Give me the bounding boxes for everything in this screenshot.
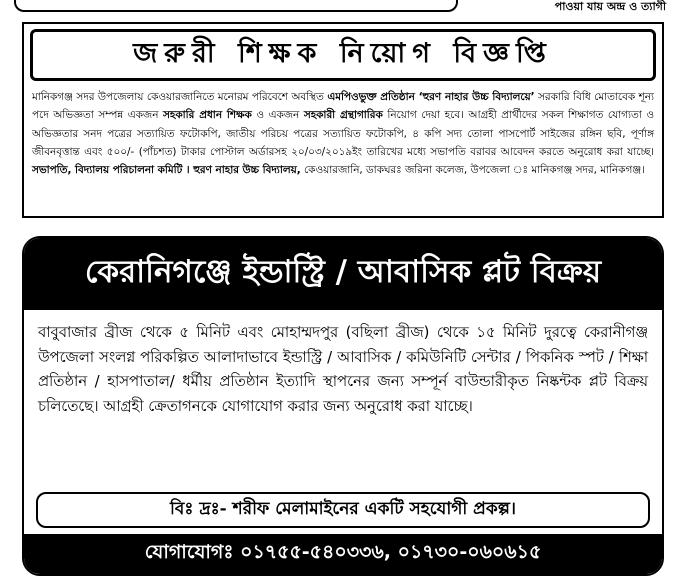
ad2-contact: যোগাযোগঃ ০১৭৫৫-৫৪০৩৩৬, ০১৭৩০-০৬০৬১৫ [144,541,542,563]
ad1-address: কেওয়ারজানি, ডাকঘরঃ জরিনা কলেজ, উপজেলা ঃ মানিকগঞ্জ সদর, মানিকগঞ্জ। [300,164,645,177]
ad2-note: বিঃ দ্রঃ- শরীফ মেলামাইনের একটি সহযোগী প্রকল্প। [170,499,516,519]
ad1-text-4: নিয়োগ দেয়া হবে। আগ্রহী প্রার্থীদের সকল শিক্ষাগত যোগ্যতা ও অভিজ্ঞতার সনদ পত্রের সত্যায়িত ফটোকপি, জাতীয় পরিচয় পত্রের সত্যায়িত ফটোকপি, ৪ কপি সদ্য তোলা পাসপোর্ট সাইজের রঙ্গিন ছবি, পূর্ণাঙ্গ জীবনবৃত্তান্ত এবং ৫০০/- (পাঁচশত) টাকার পোস্টাল অর্ডারসহ ২০/০৩/২০১৯ইং তারিখের মধ্যে সভাপতি বরাবর আবেদন করতে অনুরোধ করা যাচ্ছে। [32,109,655,158]
ad1-title: জরুরী শিক্ষক নিয়োগ বিজ্ঞপ্তি [133,37,553,69]
ad1-school-name: এমপিওভুক্ত প্রতিষ্ঠান ‘হুরণ নাহার উচ্চ বিদ্যালয়ে’ [327,91,535,103]
ad2-title-bar [24,238,662,310]
ad1-text-2: সরকারি বিধি মোতাবেক শূন্য পদে অভিজ্ঞতা সম্পন্ন একজন [32,91,654,122]
ad1-post-librarian: সহকারী গ্রন্থাগারিক [303,109,383,122]
ad1-text-1: মানিকগঞ্জ সদর উপজেলায় কেওয়ারজানিতে মনোরম পরিবেশে অবস্থিত [32,91,328,103]
teacher-recruitment-ad [22,22,664,218]
ad1-signatory: সভাপতি, বিদ্যালয় পরিচালনা কমিটি । [32,164,190,177]
plot-sale-ad [22,236,664,576]
ad2-body: বাবুবাজার ব্রীজ থেকে ৫ মিনিট এবং মোহাম্মদপুর (বছিলা ব্রীজ) থেকে ১৫ মিনিট দুরত্বে কেরানীগঞ্জ উপজেলা সংলগ্ন পরিকল্পিত আলাদাভাবে ইন্ডাস্ট্রি / আবাসিক / কমিউনিটি সেন্টার / পিকনিক স্পট / শিক্ষা প্রতিষ্ঠান / হাসপাতাল/ ধর্মীয় প্রতিষ্ঠান ইত্যাদি স্থাপনের জন্য সম্পূর্ন বাউন্ডারীকৃত নিষ্কন্টক প্লট বিক্রয় চলিতেছে। আগ্রহী ক্রেতাগনকে যোগাযোগ করার জন্য অনুরোধ করা যাচ্ছে। [38,324,648,415]
ad2-note-box [36,492,650,528]
top-fragment-text: পাওয়া যায় অন্দ্র ও ত্যাগী [554,0,666,13]
ad1-title-box [30,29,656,81]
ad1-body [32,88,654,179]
ad1-school-address-name: হুরণ নাহার উচ্চ বিদ্যালয়, [189,164,301,177]
ad1-text-3: ও একজন [251,109,304,122]
previous-ad-border [14,0,458,12]
ad2-contact-bar [24,534,662,574]
ad2-title: কেরানিগঞ্জে ইন্ডাস্ট্রি / আবাসিক প্লট বিক্রয় [84,254,602,290]
ad1-post-assistant-head: সহকারি প্রধান শিক্ষক [163,109,252,122]
